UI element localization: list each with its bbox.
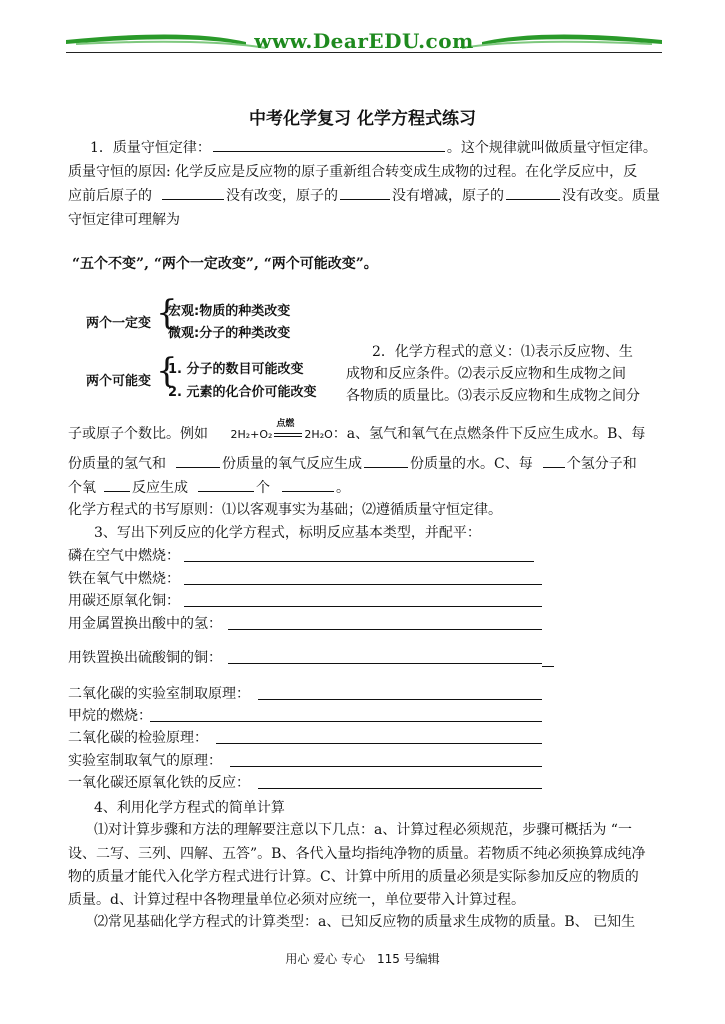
blank-2[interactable]: [340, 184, 390, 200]
answer-line[interactable]: [258, 788, 542, 789]
s2-line2: 成物和反应条件。⑵表示反应物和生成物之间: [346, 366, 626, 382]
s2-line7: 化学方程式的书写原则：⑴以客观事实为基础；⑵遵循质量守恒定律。: [68, 502, 502, 518]
reaction-label: 一氧化碳还原氧化铁的反应：: [68, 775, 250, 791]
reaction-label: 二氧化碳的实验室制取原理：: [68, 686, 250, 702]
header-divider: [66, 52, 662, 53]
diagram-group2-item: 2. 元素的化合价可能改变: [168, 385, 317, 400]
s4-line2: 设、二写、三列、四解、五答”。B、各代入量均指纯净物的质量。若物质不纯必须换算成纯净: [68, 846, 646, 862]
s1-line2: 质量守恒的原因: 化学反应是反应物的原子重新组合转变成生成物的过程。在化学反应中，反: [68, 164, 638, 180]
blank-9[interactable]: [282, 476, 334, 492]
reaction-label: 用碳还原氧化铜：: [68, 593, 180, 609]
diagram-group1-item: 微观:分子的种类改变: [168, 326, 291, 341]
answer-line[interactable]: [230, 766, 542, 767]
s3-heading: 3、写出下列反应的化学方程式，标明反应基本类型，并配平：: [94, 525, 481, 541]
s2-line5: 份质量的氢气和 份质量的氧气反应生成 份质量的水。C、每 个氢分子和: [68, 452, 660, 476]
reaction-label: 用铁置换出硫酸铜的铜：: [68, 650, 222, 666]
reaction-label: 二氧化碳的检验原理：: [68, 730, 208, 746]
reaction-label: 用金属置换出酸中的氢：: [68, 616, 222, 632]
s1-line1: 1．质量守恒定律： 。这个规律就叫做质量守恒定律。: [90, 136, 682, 160]
s1-line4: 守恒定律可理解为: [68, 212, 180, 228]
reaction-label: 磷在空气中燃烧：: [68, 548, 180, 564]
s2-line3: 各物质的质量比。⑶表示反应物和生成物之间分: [346, 388, 640, 404]
s4-line4: 质量。d、计算过程中各物理量单位必须对应统一，单位要带入计算过程。: [68, 892, 525, 908]
s2-line6: 个氧 反应生成 个 。: [68, 476, 660, 500]
s4-line1: ⑴对计算步骤和方法的理解要注意以下几点：a、计算过程必须规范，步骤可概括为 “一: [94, 822, 632, 838]
reaction-label: 铁在氧气中燃烧：: [68, 571, 180, 587]
brace-1-icon: {: [156, 293, 178, 333]
answer-line-extra: [542, 666, 554, 667]
reaction-label: 甲烷的燃烧：: [68, 708, 152, 724]
s4-line5: ⑵常见基础化学方程式的计算类型：a、已知反应物的质量求生成物的质量。B、 已知生: [94, 914, 636, 930]
site-logo[interactable]: www.DearEDU.com: [254, 29, 474, 53]
answer-line[interactable]: [184, 606, 542, 607]
s2-line1: 2．化学方程式的意义：⑴表示反应物、生: [372, 344, 633, 360]
brace-2-icon: {: [156, 351, 178, 391]
s4-line3: 物的质量才能代入化学方程式进行计算。C、计算中所用的质量必须是实际参加反应的物质的: [68, 869, 639, 885]
page-title: 中考化学复习 化学方程式练习: [249, 109, 476, 129]
answer-line[interactable]: [228, 663, 542, 664]
s1-line3: 应前后原子的 没有改变，原子的 没有增减，原子的 没有改变。质量: [68, 184, 660, 208]
s4-heading: 4、利用化学方程式的简单计算: [94, 800, 285, 816]
blank-6[interactable]: [543, 452, 565, 468]
blank-5[interactable]: [364, 452, 408, 468]
blank-3[interactable]: [506, 184, 560, 200]
equation-condition: 点燃: [276, 419, 295, 429]
answer-line[interactable]: [216, 743, 542, 744]
diagram-group2-label: 两个可能变: [86, 374, 152, 389]
diagram-group2-item: 1. 分子的数目可能改变: [168, 362, 304, 377]
answer-line[interactable]: [228, 629, 542, 630]
s1-summary: “五个不变”, “两个一定改变”, “两个可能改变”。: [72, 256, 378, 272]
answer-line[interactable]: [184, 561, 534, 562]
blank-law[interactable]: [213, 136, 445, 152]
blank-1[interactable]: [162, 184, 224, 200]
answer-line[interactable]: [184, 584, 542, 585]
answer-line[interactable]: [150, 721, 542, 722]
blank-8[interactable]: [198, 476, 254, 492]
chemical-equation: 2H₂+O₂ 点燃 2H₂O: [230, 423, 332, 447]
s2-line4: 子或原子个数比。例如 2H₂+O₂ 点燃 2H₂O：a、氢气和氧气在点燃条件下反应生成水。B、每: [68, 422, 660, 447]
answer-line[interactable]: [258, 699, 542, 700]
blank-7[interactable]: [104, 476, 130, 492]
reaction-label: 实验室制取氧气的原理：: [68, 753, 222, 769]
diagram-group1-label: 两个一定变: [86, 316, 152, 331]
diagram-group1-item: 宏观:物质的种类改变: [168, 304, 291, 319]
blank-4[interactable]: [176, 452, 220, 468]
page-footer: 用心 爱心 专心 115 号编辑: [285, 952, 440, 966]
